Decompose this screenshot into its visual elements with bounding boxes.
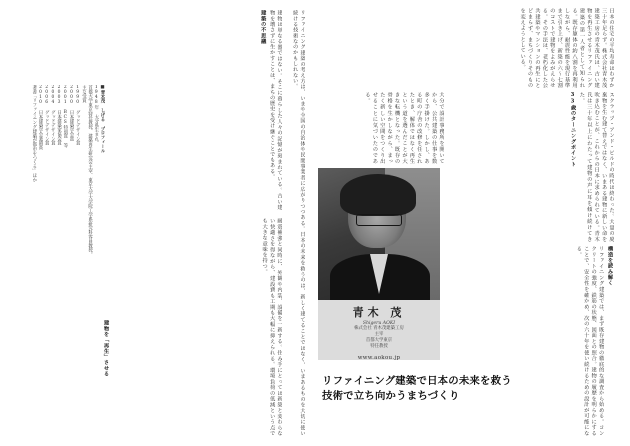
profile-title: ■青木茂 しげる プロフィール bbox=[100, 85, 105, 153]
article-paragraph: 日本の住宅の平均寿命はわずか三十年足らず。株式会社青木茂建築工房の青木茂氏は、古い建物を再生させるリファイニング建築の第一人者として知られる。既存躯体の約八割を再利用しながら、耐震性能を現行基準まで引き上げ、新築の六〜七割のコストで建物をよみがえらせる。その手法は、老朽化した公共建築やマンションの再生にとどまらず、まちづくりそのものを変えようとしている。 bbox=[519, 8, 614, 88]
profile-item: 2003 日本建築家協会賞 bbox=[56, 85, 62, 146]
article-column-center-left bbox=[175, 10, 305, 436]
profile-item: 主な受賞 bbox=[81, 85, 87, 103]
profile-item: 2000 日本建築学会賞 bbox=[68, 85, 74, 141]
article-paragraph: 耐震補強と同時に、外観や内装、設備を一新する。住み手にとっては新築と変わらない快適さを得ながら、建設費も工期も大幅に抑えられる。環境負荷の低減という点でも大きな意味を持つ。 bbox=[261, 218, 282, 436]
headline-line-2: 技術で立ち向かうまちづくり bbox=[322, 390, 460, 402]
profile-item: 1990 グッドデザイン賞 bbox=[75, 85, 81, 146]
profile-box bbox=[5, 85, 105, 315]
profile-item: 2004 グッドデザイン賞 bbox=[50, 85, 56, 146]
person-name-roman: Shigeru AOKI bbox=[362, 321, 396, 326]
portrait-photo bbox=[318, 168, 440, 300]
article-heading: 建物を「再生」させる bbox=[102, 320, 109, 377]
article-paragraph: 大分で設計事務所を開いてから、公共建築の仕事を数多く手掛けた。しかし、ある町の庁舎の改修を任されたとき、解体ではなく再生という道を選んだことが大きな転機となった。既存の骨格を生かしながら、まったく新しい空間をつくり出せることに気づいたのである。 bbox=[363, 92, 444, 164]
profile-item: 著書「リファイニング建築が都市をつくる」ほか bbox=[31, 85, 37, 182]
person-role: 主宰 bbox=[374, 332, 384, 337]
portrait-card bbox=[318, 168, 440, 360]
article-paragraph: 建物は単なる器ではない。そこに暮らした人々の記憶が刻まれている。古い建物を壊さずに生かすことは、まちの歴史を受け継ぐことでもある。 bbox=[268, 10, 282, 210]
article-paragraph: リファイニング建築の考え方は、いまや全国の自治体や民間事業者に広がりつつある。日本の未来を救うのは、新しく建てることではなく、いまあるものを大切に使い続ける技術なのかもしれない。 bbox=[291, 10, 305, 436]
article-headline bbox=[322, 374, 512, 404]
person-affiliation: 首都大学東京 bbox=[365, 338, 393, 343]
profile-item: 2001 BCS特別賞 等 bbox=[62, 85, 68, 148]
profile-item: 1948年 大分県生まれ。 bbox=[93, 85, 99, 146]
person-affiliation: 株式会社 青木茂建築工房 bbox=[354, 326, 404, 331]
article-heading: 構造を読み解く bbox=[606, 246, 613, 286]
profile-item: 首都大学東京特任教授、建築再生研究会主宰、東京大学大学院工学系研究科客員教授。 bbox=[87, 85, 93, 257]
article-paragraph: スクラップ・アンド・ビルドの時代は終わった。大量の廃棄物を生む建て替えではなく、いまある建物に新しい命を吹き込むことが、これからの日本に求められている。青木氏は三十年以上にわたって建物の声に耳を傾け続けてきた。 bbox=[578, 92, 614, 242]
article-paragraph: リファイニング建築では、まず既存建物の徹底的な調査から始める。コンクリートの強度、鉄筋の状態、図面との照合。建物の履歴を明らかにすることで、安全性を確かめ、次の六十年を使い続けるための設計が可能になる。 bbox=[575, 246, 604, 436]
article-column-right-photo-top bbox=[322, 92, 444, 164]
headline-line-1: リファイニング建築で日本の未来を救う bbox=[322, 375, 512, 387]
profile-item: 2006 グッドデザイン賞 bbox=[44, 85, 50, 146]
article-column-left-extra bbox=[20, 320, 110, 436]
article-heading: 33歳のターニングポイント bbox=[569, 92, 576, 167]
website-url: www.aokou.jp bbox=[357, 355, 401, 361]
person-name: 青木 茂 bbox=[352, 306, 406, 319]
person-role: 特任教授 bbox=[370, 344, 388, 349]
article-column-right-top bbox=[322, 8, 614, 88]
article-column-right-mid bbox=[450, 92, 614, 242]
profile-item: 2010 日本建築学会業績賞 bbox=[37, 85, 43, 150]
article-column-right-bottom bbox=[450, 246, 614, 436]
article-heading: 建築の不思議 bbox=[259, 10, 266, 44]
portrait-caption bbox=[318, 300, 440, 360]
